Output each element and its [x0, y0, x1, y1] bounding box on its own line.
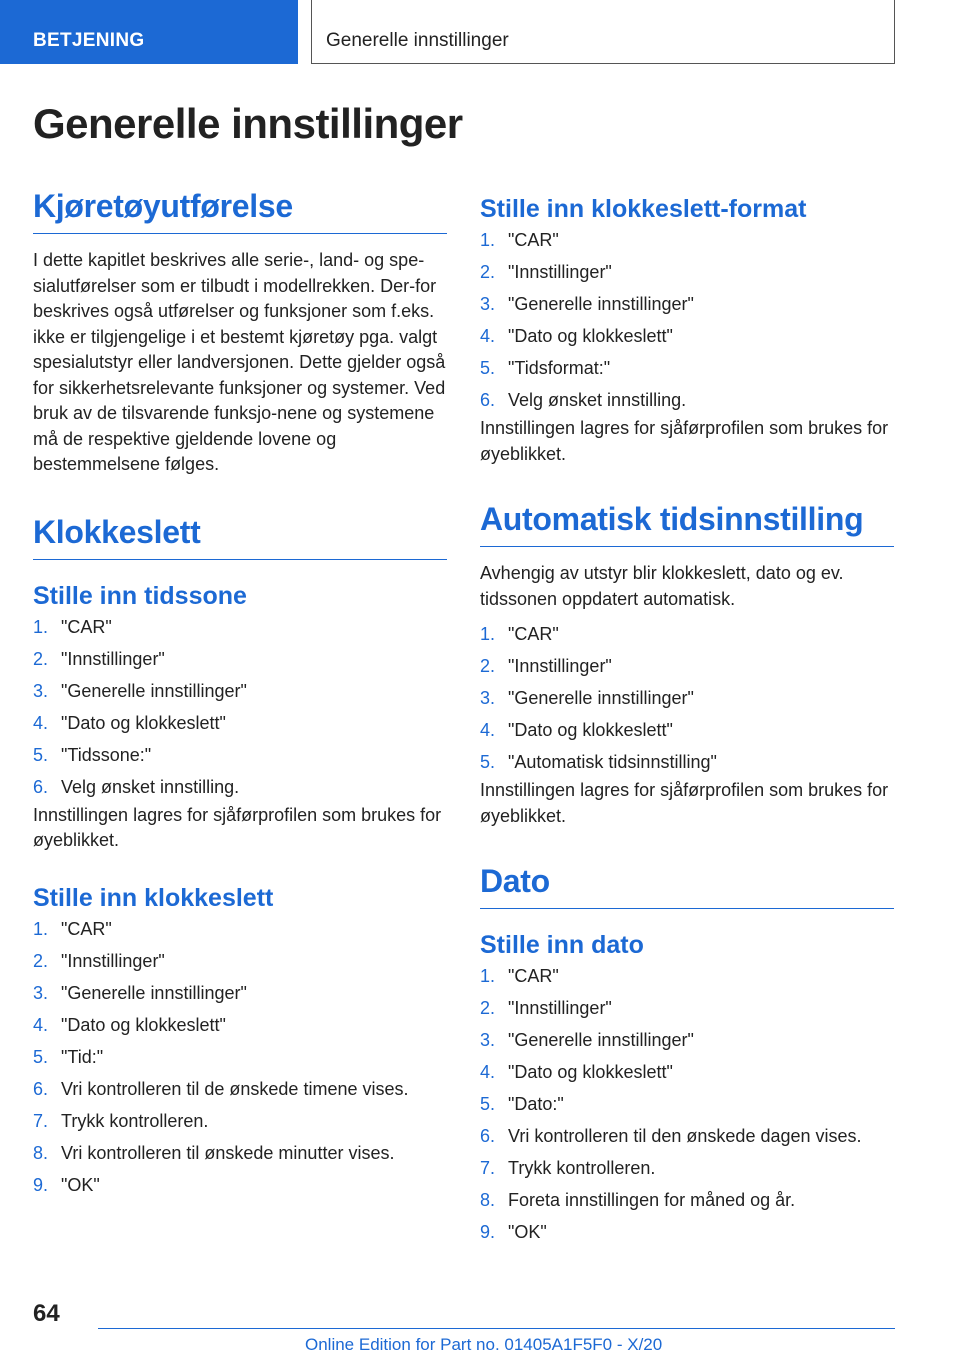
- step-number: 1.: [480, 624, 496, 644]
- step-item: [480, 1088, 894, 1120]
- step-item: [33, 771, 447, 803]
- step-item: [480, 320, 894, 352]
- step-number: 4.: [480, 720, 496, 740]
- step-number: 5.: [480, 1094, 496, 1114]
- step-item: [480, 384, 894, 416]
- left-column: [33, 188, 447, 1201]
- step-item: [33, 643, 447, 675]
- step-item: [480, 992, 894, 1024]
- step-number: 4.: [480, 326, 496, 346]
- step-text: "Generelle innstillinger": [508, 688, 694, 708]
- clock-format-note: Innstillingen lagres for sjåførprofilen som brukes for øyeblikket.: [480, 418, 889, 464]
- step-text: "CAR": [508, 624, 559, 644]
- step-number: 4.: [480, 1062, 496, 1082]
- step-text: Vri kontrolleren til den ønskede dagen vises.: [508, 1126, 862, 1146]
- step-item: [33, 977, 447, 1009]
- step-text: "Generelle innstillinger": [61, 982, 247, 1003]
- step-item: [33, 913, 447, 945]
- step-text: Velg ønsket innstilling.: [508, 390, 687, 410]
- step-item: [33, 707, 447, 739]
- timezone-steps: [33, 611, 447, 803]
- step-item: [33, 1009, 447, 1041]
- step-text: "Generelle innstillinger": [508, 1030, 694, 1050]
- step-item: [480, 256, 894, 288]
- step-text: "Dato og klokkeslett": [508, 720, 673, 740]
- step-item: [33, 1105, 447, 1137]
- step-item: [33, 1137, 447, 1169]
- step-text: "Innstillinger": [61, 648, 165, 669]
- step-text: "CAR": [508, 230, 559, 250]
- section-title-vehicle-version: Kjøretøyutførelse: [33, 188, 447, 234]
- step-number: 2.: [480, 656, 496, 676]
- step-text: "CAR": [61, 616, 112, 637]
- page-title: Generelle innstillinger: [33, 100, 463, 147]
- step-text: "Tidsformat:": [508, 358, 611, 378]
- step-number: 7.: [33, 1110, 49, 1131]
- step-item: [480, 1152, 894, 1184]
- step-number: 3.: [33, 680, 49, 701]
- footer-divider: [98, 1328, 895, 1329]
- step-number: 9.: [33, 1174, 49, 1195]
- step-number: 6.: [33, 776, 49, 797]
- step-text: "CAR": [508, 966, 559, 986]
- subsection-title-set-date: Stille inn dato: [480, 931, 644, 959]
- step-number: 3.: [480, 1030, 496, 1050]
- step-text: "Tid:": [61, 1046, 104, 1067]
- step-item: [480, 714, 894, 746]
- step-number: 3.: [480, 688, 496, 708]
- step-item: [480, 682, 894, 714]
- subsection-title-timezone: Stille inn tidssone: [33, 581, 247, 610]
- step-item: [33, 945, 447, 977]
- step-item: [480, 1184, 894, 1216]
- step-number: 2.: [480, 998, 496, 1018]
- step-text: "Dato:": [508, 1094, 564, 1114]
- step-text: Trykk kontrolleren.: [508, 1158, 656, 1178]
- step-number: 8.: [480, 1190, 496, 1210]
- step-item: [480, 1056, 894, 1088]
- step-text: "Innstillinger": [508, 262, 612, 282]
- subsection-title-set-clock: Stille inn klokkeslett: [33, 883, 274, 912]
- step-number: 5.: [33, 744, 49, 765]
- step-item: [480, 224, 894, 256]
- step-number: 6.: [480, 1126, 496, 1146]
- subsection-title-clock-format: Stille inn klokkeslett-format: [480, 195, 807, 223]
- step-item: [480, 352, 894, 384]
- step-number: 6.: [480, 390, 496, 410]
- step-text: "Innstillinger": [508, 998, 612, 1018]
- step-text: Velg ønsket innstilling.: [61, 776, 240, 797]
- step-text: Vri kontrolleren til de ønskede timene vises.: [61, 1078, 409, 1099]
- step-number: 1.: [480, 966, 496, 986]
- step-item: [480, 960, 894, 992]
- step-number: 1.: [33, 616, 49, 637]
- step-number: 5.: [33, 1046, 49, 1067]
- auto-time-note: Innstillingen lagres for sjåførprofilen som brukes for øyeblikket.: [480, 780, 889, 826]
- step-number: 5.: [480, 358, 496, 378]
- step-number: 9.: [480, 1222, 496, 1242]
- step-item: [480, 1216, 894, 1248]
- section-title-date: Dato: [480, 863, 894, 909]
- set-date-steps: [480, 960, 894, 1248]
- step-text: "Dato og klokkeslett": [508, 1062, 673, 1082]
- step-text: "Dato og klokkeslett": [61, 1014, 226, 1035]
- step-item: [480, 1120, 894, 1152]
- step-text: "Tidssone:": [61, 744, 152, 765]
- step-item: [480, 746, 894, 778]
- step-text: "Dato og klokkeslett": [61, 712, 226, 733]
- step-item: [33, 739, 447, 771]
- header-section-label: BETJENING: [0, 0, 298, 64]
- step-text: Trykk kontrolleren.: [61, 1110, 209, 1131]
- header-chapter-label: Generelle innstillinger: [311, 0, 895, 64]
- step-text: "Innstillinger": [508, 656, 612, 676]
- right-column: [480, 195, 894, 1248]
- set-clock-steps: [33, 913, 447, 1201]
- step-text: "OK": [61, 1174, 100, 1195]
- step-text: "OK": [508, 1222, 547, 1242]
- step-number: 6.: [33, 1078, 49, 1099]
- step-number: 7.: [480, 1158, 496, 1178]
- step-text: "Generelle innstillinger": [508, 294, 694, 314]
- vehicle-version-text: I dette kapitlet beskrives alle serie-, land- og spe-sialutførelser som er tilbudt i modellrekken. Der-for beskrives også utførelser og funksjoner som f.eks. ikke er tilgjengelige i et bestemt kjøretøy pga. valgt spesialutstyr eller landversjonen. Dette gjelder også for sikkerhetsrelevante funksjoner og systemer. Ved bruk av de tilsvarende funksjo-nene og systemene må de respektive gjeldende lovene og bestemmelsene følges.: [33, 250, 446, 474]
- step-text: Foreta innstillingen for måned og år.: [508, 1190, 796, 1210]
- timezone-note: Innstillingen lagres for sjåførprofilen som brukes for øyeblikket.: [33, 804, 442, 850]
- step-item: [33, 611, 447, 643]
- step-text: "Dato og klokkeslett": [508, 326, 673, 346]
- step-number: 1.: [33, 918, 49, 939]
- step-item: [480, 618, 894, 650]
- footer-edition-text: Online Edition for Part no. 01405A1F5F0 - X/20: [305, 1335, 663, 1354]
- step-number: 3.: [33, 982, 49, 1003]
- step-number: 4.: [33, 712, 49, 733]
- step-text: "Automatisk tidsinnstilling": [508, 752, 717, 772]
- auto-time-text: Avhengig av utstyr blir klokkeslett, dato og ev. tidssonen oppdatert automatisk.: [480, 563, 844, 609]
- step-text: "Generelle innstillinger": [61, 680, 247, 701]
- section-title-auto-time: Automatisk tidsinnstilling: [480, 501, 894, 547]
- step-number: 3.: [480, 294, 496, 314]
- step-text: "CAR": [61, 918, 112, 939]
- step-item: [480, 650, 894, 682]
- step-number: 1.: [480, 230, 496, 250]
- section-title-clock: Klokkeslett: [33, 514, 447, 560]
- step-text: "Innstillinger": [61, 950, 165, 971]
- step-item: [33, 1169, 447, 1201]
- step-text: Vri kontrolleren til ønskede minutter vises.: [61, 1142, 395, 1163]
- step-number: 8.: [33, 1142, 49, 1163]
- step-item: [480, 288, 894, 320]
- step-number: 5.: [480, 752, 496, 772]
- step-number: 4.: [33, 1014, 49, 1035]
- step-number: 2.: [33, 950, 49, 971]
- clock-format-steps: [480, 224, 894, 416]
- auto-time-steps: [480, 618, 894, 778]
- step-item: [33, 1041, 447, 1073]
- step-number: 2.: [480, 262, 496, 282]
- page-number: 64: [33, 1300, 60, 1327]
- step-item: [33, 675, 447, 707]
- step-item: [33, 1073, 447, 1105]
- step-number: 2.: [33, 648, 49, 669]
- step-item: [480, 1024, 894, 1056]
